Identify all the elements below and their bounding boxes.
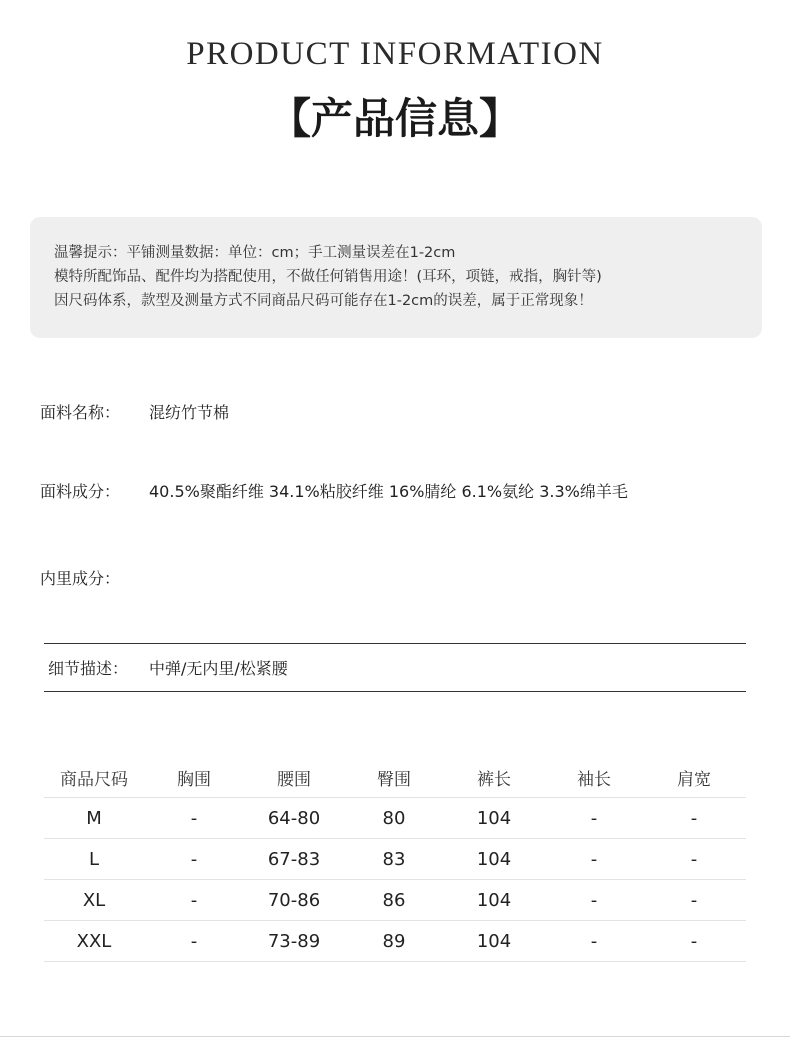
- cell-size: XL: [82, 889, 106, 911]
- title-english: PRODUCT INFORMATION: [186, 36, 604, 72]
- fabric-composition-value: 40.5%聚酯纤维 34.1%粘胶纤维 16%腈纶 6.1%氨纶 3.3%绵羊毛: [149, 482, 628, 501]
- header-shoulder-width: 肩宽: [677, 769, 711, 790]
- cell-size: L: [88, 848, 100, 870]
- cell-pants-length: 104: [476, 930, 512, 952]
- cell-waist: 73-89: [267, 930, 321, 952]
- cell-sleeve-length: -: [590, 848, 598, 870]
- cell-pants-length: 104: [476, 807, 512, 829]
- notice-line-measurement: 温馨提示：平铺测量数据：单位：cm；手工测量误差在1-2cm: [54, 245, 456, 261]
- cell-hip: 80: [382, 807, 406, 829]
- fabric-name-label: 面料名称：: [40, 403, 121, 422]
- notice-line-accessories: 模特所配饰品、配件均为搭配使用，不做任何销售用途！(耳环，项链，戒指，胸针等): [54, 269, 602, 285]
- cell-sleeve-length: -: [590, 930, 598, 952]
- cell-size: XXL: [76, 930, 112, 952]
- cell-chest: -: [190, 930, 198, 952]
- cell-hip: 86: [382, 889, 406, 911]
- detail-top-divider: [44, 643, 746, 644]
- bottom-divider: [0, 1036, 790, 1037]
- cell-waist: 67-83: [267, 848, 321, 870]
- table-row: [44, 920, 746, 962]
- lining-label: 内里成分：: [40, 569, 121, 588]
- notice-box: [30, 217, 762, 338]
- cell-pants-length: 104: [476, 848, 512, 870]
- header-size: 商品尺码: [60, 769, 128, 790]
- cell-hip: 89: [382, 930, 406, 952]
- header-hip: 臀围: [377, 769, 411, 790]
- detail-bottom-divider: [44, 691, 746, 692]
- cell-size: M: [86, 807, 102, 829]
- fabric-name-value: 混纺竹节棉: [149, 403, 230, 422]
- header-waist: 腰围: [277, 769, 311, 790]
- table-row: [44, 797, 746, 838]
- size-table-header: [44, 757, 746, 797]
- cell-shoulder-width: -: [690, 889, 698, 911]
- cell-pants-length: 104: [476, 889, 512, 911]
- title-chinese: 【产品信息】: [268, 94, 521, 143]
- header-sleeve-length: 袖长: [577, 769, 611, 790]
- detail-value: 中弹/无内里/松紧腰: [149, 659, 288, 678]
- cell-chest: -: [190, 848, 198, 870]
- cell-shoulder-width: -: [690, 930, 698, 952]
- cell-chest: -: [190, 807, 198, 829]
- cell-sleeve-length: -: [590, 889, 598, 911]
- fabric-composition-label: 面料成分：: [40, 482, 121, 501]
- cell-sleeve-length: -: [590, 807, 598, 829]
- cell-waist: 70-86: [267, 889, 321, 911]
- cell-waist: 64-80: [267, 807, 321, 829]
- table-row: [44, 879, 746, 920]
- cell-shoulder-width: -: [690, 807, 698, 829]
- size-table: [44, 757, 746, 962]
- cell-shoulder-width: -: [690, 848, 698, 870]
- notice-line-size-error: 因尺码体系，款型及测量方式不同商品尺码可能存在1-2cm的误差，属于正常现象！: [54, 293, 593, 309]
- detail-label: 细节描述：: [48, 659, 129, 678]
- header-pants-length: 裤长: [477, 769, 511, 790]
- table-row: [44, 838, 746, 879]
- cell-chest: -: [190, 889, 198, 911]
- header-chest: 胸围: [177, 769, 211, 790]
- cell-hip: 83: [382, 848, 406, 870]
